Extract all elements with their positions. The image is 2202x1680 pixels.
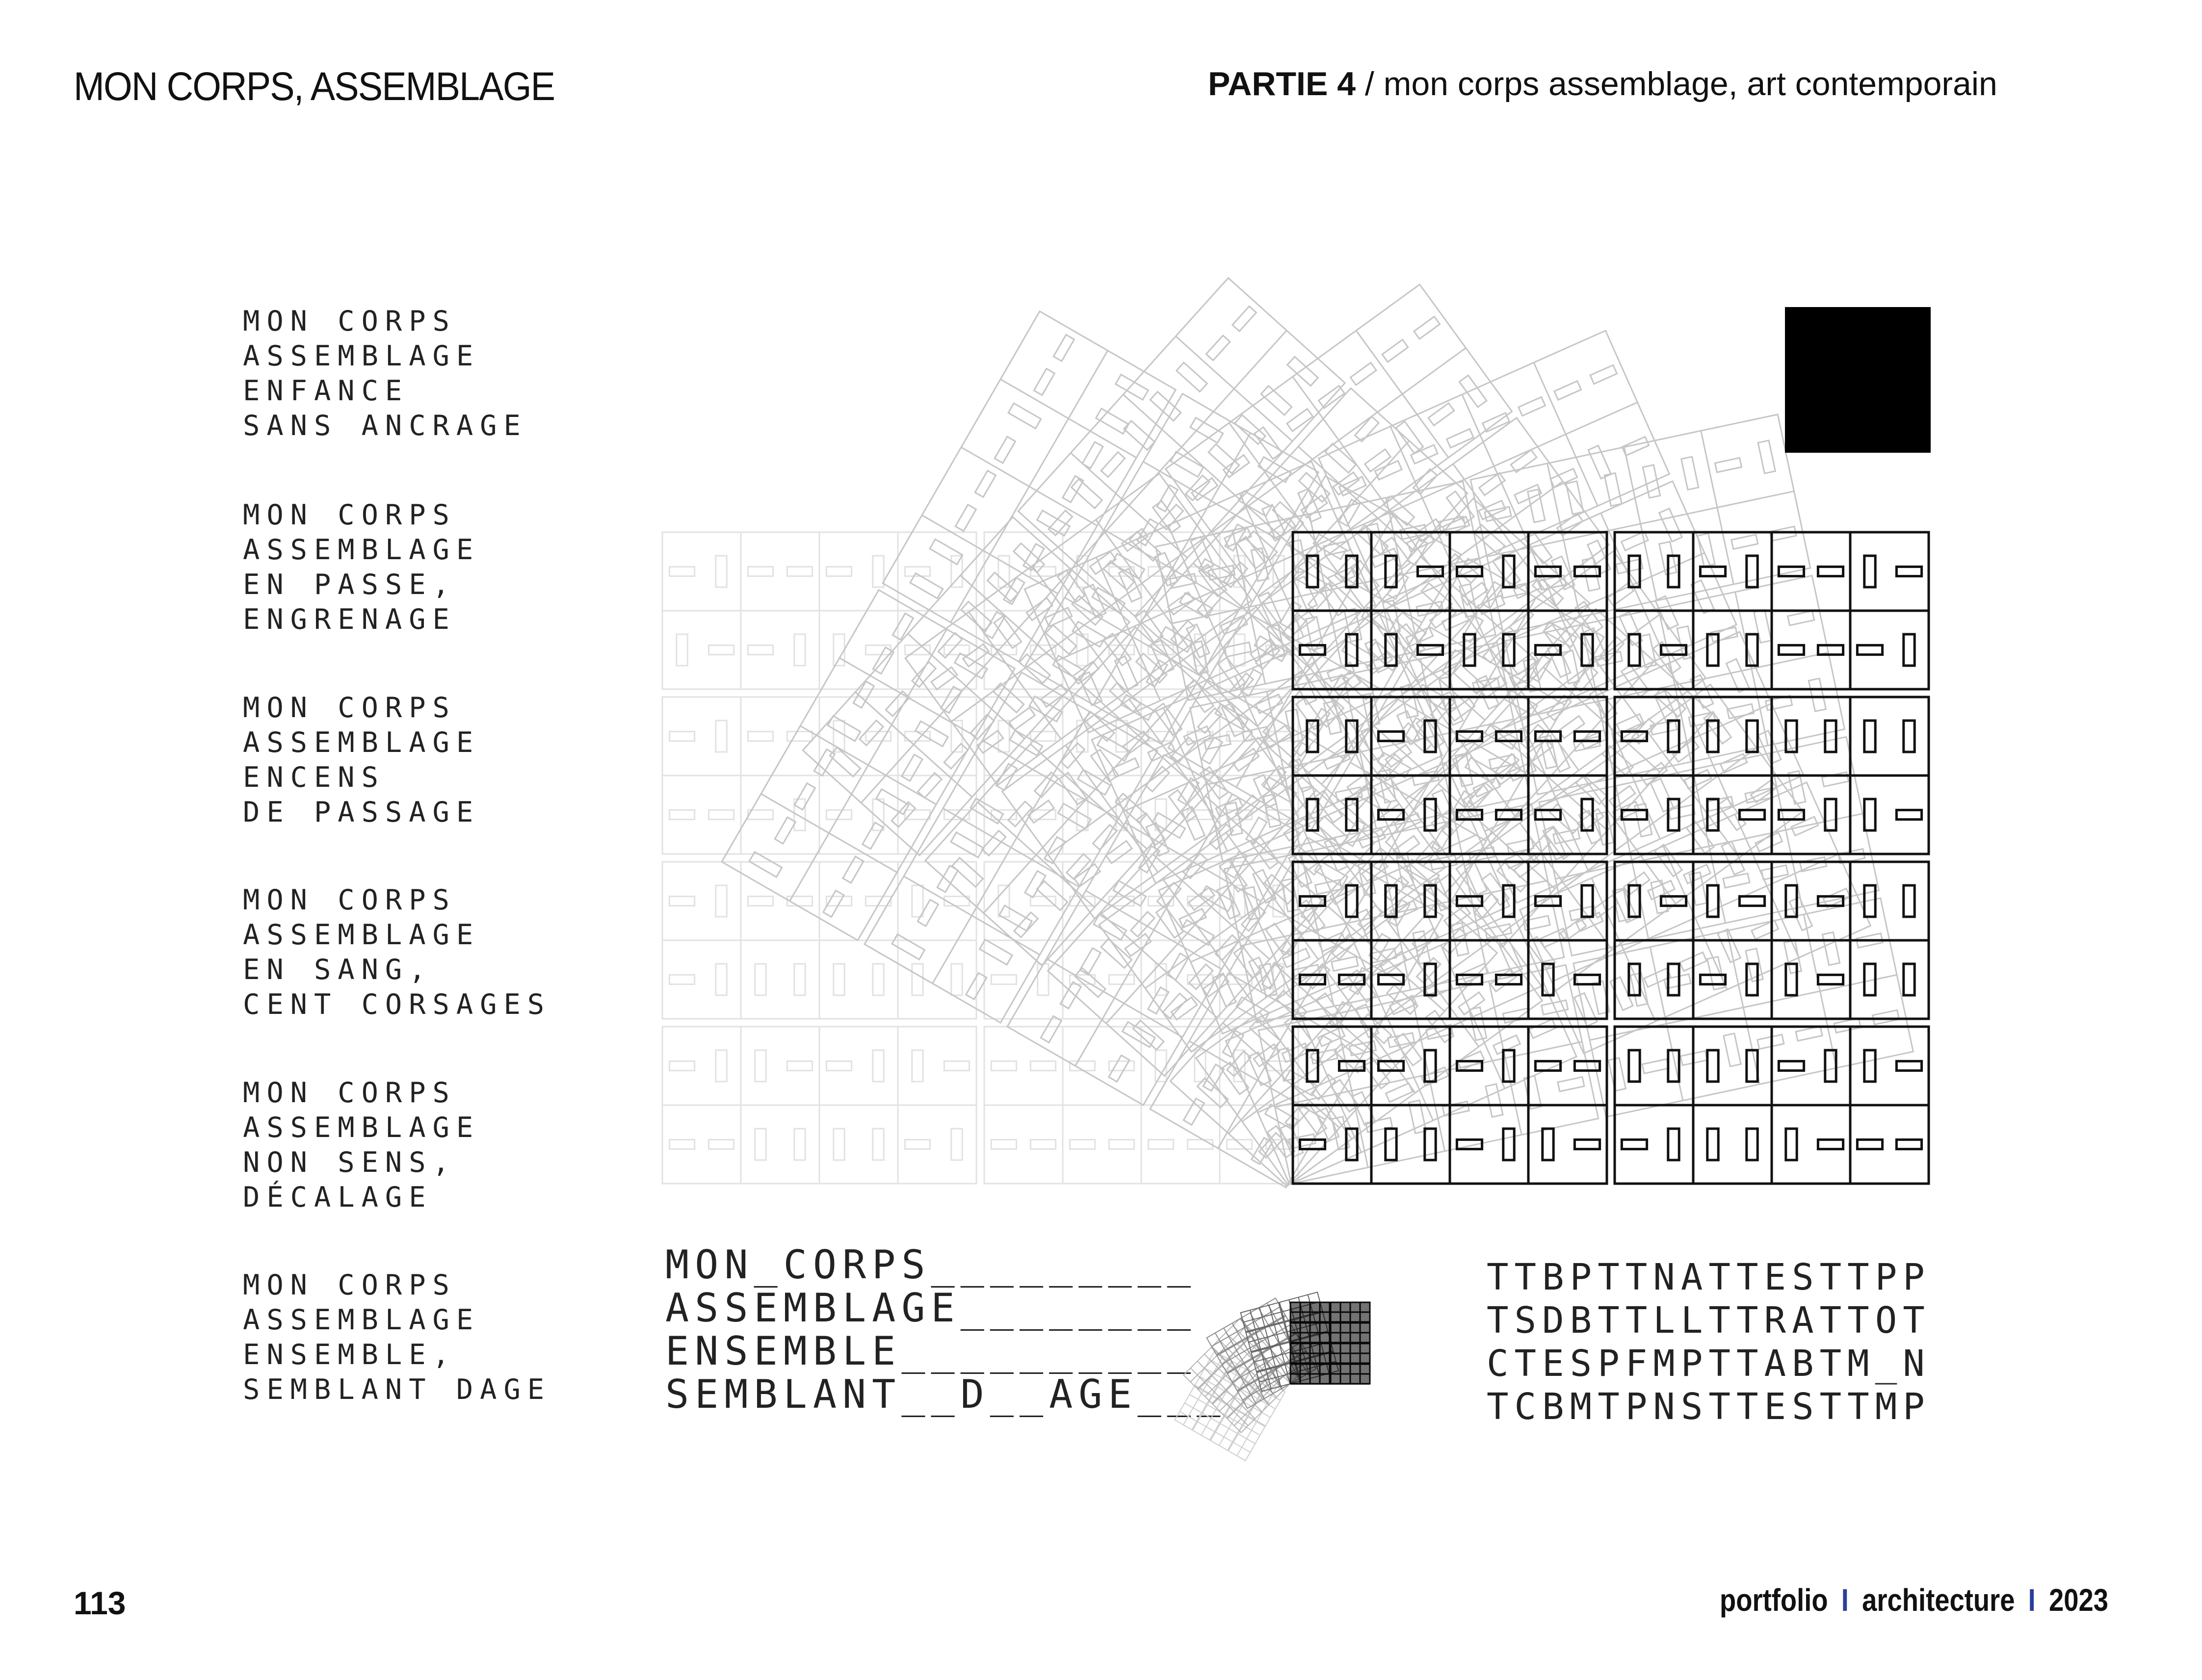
grid-layer [722, 311, 1604, 1188]
poem-stanza-6: MON CORPS ASSEMBLAGE ENSEMBLE, SEMBLANT DAGE [243, 1269, 551, 1406]
footer-architecture: architecture [1862, 1582, 2015, 1618]
poem-stanza-3: MON CORPS ASSEMBLAGE ENCENS DE PASSAGE [243, 692, 480, 828]
assemblage-text-block: MON_CORPS_________ ASSEMBLAGE________ ENSEMBLE__________ SEMBLANT__D__AGE___ [665, 1242, 1227, 1417]
section-number: PARTIE 4 [1208, 65, 1356, 103]
black-square [1785, 307, 1931, 453]
page-number: 113 [74, 1585, 126, 1621]
page-title: MON CORPS, ASSEMBLAGE [74, 64, 555, 109]
footer-separator-2: I [2028, 1582, 2036, 1618]
footer-portfolio: portfolio [1720, 1582, 1828, 1618]
poem-stanza-2: MON CORPS ASSEMBLAGE EN PASSE, ENGRENAGE [243, 499, 480, 636]
thumbnail-composition [1175, 1292, 1370, 1461]
poem-stanza-4: MON CORPS ASSEMBLAGE EN SANG, CENT CORSAGES [243, 884, 551, 1021]
footer-separator-1: I [1841, 1582, 1849, 1618]
footer-credits [1720, 1582, 2108, 1618]
letter-grid: TTBPTTNATTESTTPP TSDBTTLLTTRATTOT CTESPFMPTTABTM_N TCBMTPNSTTESTTMP [1487, 1256, 1931, 1428]
section-subtitle: / mon corps assemblage, art contemporain [1356, 65, 1997, 103]
footer-year: 2023 [2048, 1582, 2109, 1618]
poem-stanza-5: MON CORPS ASSEMBLAGE NON SENS, DÉCALAGE [243, 1077, 480, 1214]
thumbnail-shade [1290, 1302, 1370, 1385]
poem-stanza-1: MON CORPS ASSEMBLAGE ENFANCE SANS ANCRAGE [243, 305, 527, 442]
rotated-grid-composition [662, 278, 1929, 1188]
